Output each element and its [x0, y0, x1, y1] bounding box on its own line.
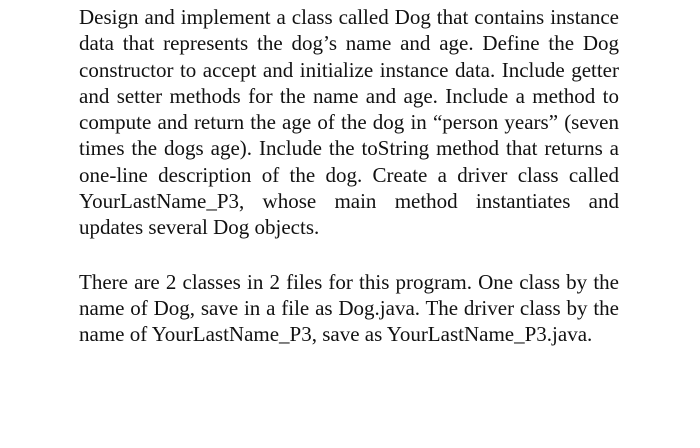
assignment-text [79, 4, 619, 348]
paragraph-file-instructions: There are 2 classes in 2 files for this program. One class by the name of Dog, save in a file as Dog.java. The driver class by the name of YourLastName_P3, save as YourLastName_P3.java. [79, 269, 619, 347]
paragraph-task-description: Design and implement a class called Dog that contains instance data that represents the dog’s name and age. Define the Dog constructor to accept and initialize instance data. Include getter and setter methods for the name and age. Include a method to compute and return the age of the dog in “person years” (seven times the dogs age). Include the toString method that returns a one-line description of the dog. Create a driver class called YourLastName_P3, whose main method instantiates and updates several Dog objects. [79, 5, 619, 240]
